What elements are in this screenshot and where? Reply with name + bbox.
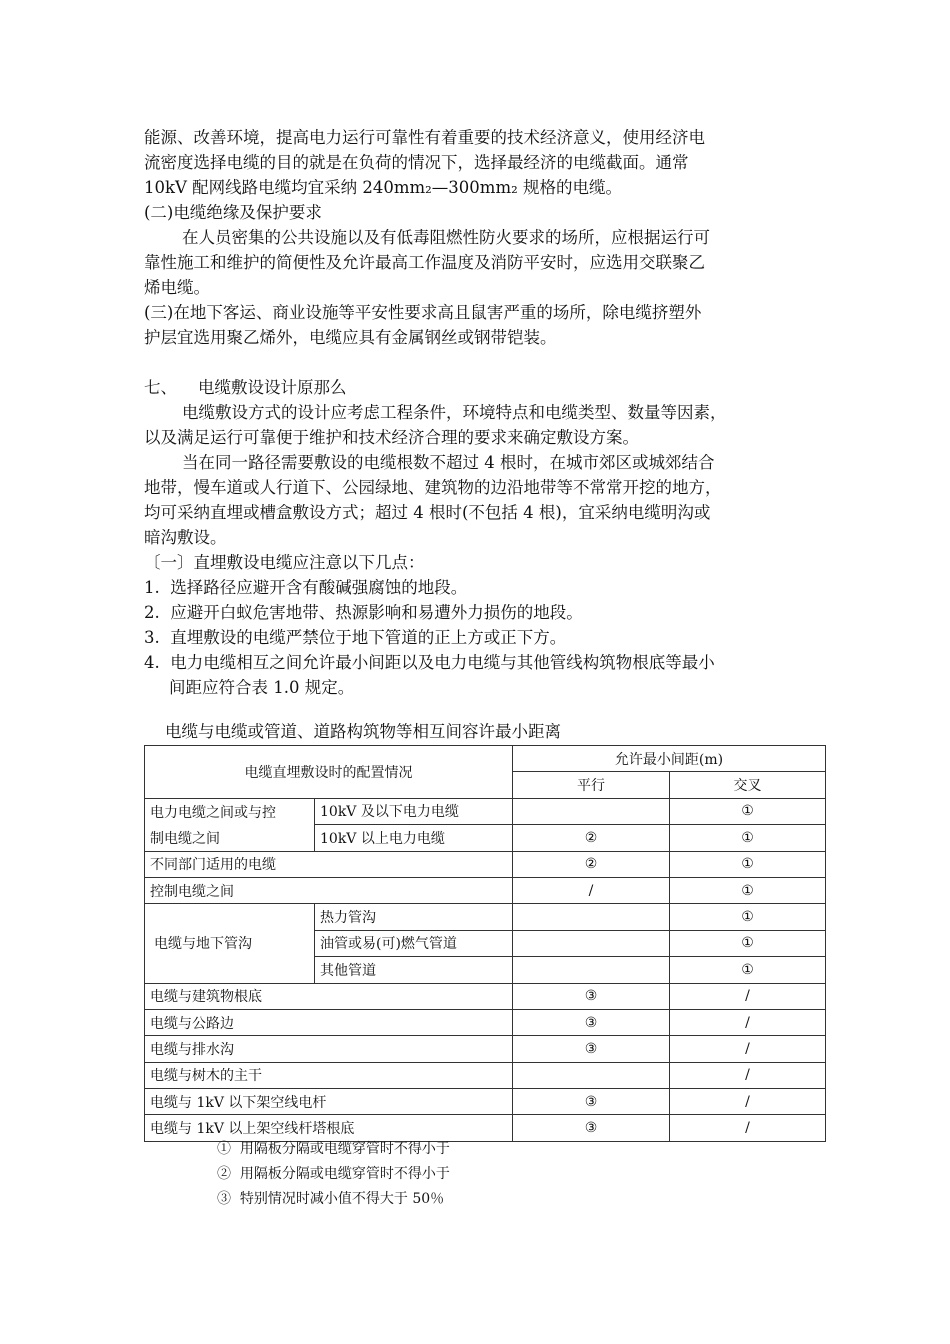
footnote: ② 用隔板分隔或电缆穿管时不得小于 (217, 1166, 450, 1182)
table-row (145, 1036, 826, 1062)
cell-parallel (513, 1062, 670, 1088)
cell-parallel: ③ (513, 983, 670, 1009)
footnote: ③ 特别情况时减小值不得大于 50％ (217, 1191, 445, 1207)
cell-cross: / (670, 1062, 826, 1088)
cell-parallel: ③ (513, 1089, 670, 1115)
table-row (145, 983, 826, 1009)
row-label: 电缆与公路边 (145, 1009, 513, 1035)
cell-parallel: ③ (513, 1009, 670, 1035)
row-label: 电缆与 1kV 以上架空线杆塔根底 (145, 1115, 513, 1141)
cell-parallel: ③ (513, 1115, 670, 1141)
footnote: ① 用隔板分隔或电缆穿管时不得小于 (217, 1141, 450, 1157)
cell-cross: ① (670, 825, 826, 851)
row-sublabel: 其他管道 (315, 957, 513, 983)
header-config: 电缆直埋敷设时的配置情况 (145, 746, 513, 799)
row-label: 电力电缆之间或与控 (145, 798, 315, 824)
row-label: 电缆与排水沟 (145, 1036, 513, 1062)
row-label: 电缆与 1kV 以下架空线电杆 (145, 1089, 513, 1115)
row-label: 电缆与地下管沟 (145, 904, 315, 983)
table-row (145, 851, 826, 877)
cell-parallel (513, 798, 670, 824)
row-label: 不同部门适用的电缆 (145, 851, 513, 877)
paragraph-line: 当在同一路径需要敷设的电缆根数不超过 4 根时，在城市郊区或城郊结合 (182, 453, 715, 472)
paragraph-line: 均可采纳直埋或槽盒敷设方式；超过 4 根时(不包括 4 根)，宜采纳电缆明沟或 (144, 503, 711, 522)
table-caption: 电缆与电缆或管道、道路构筑物等相互间容许最小距离 (165, 722, 561, 741)
cell-parallel: ② (513, 825, 670, 851)
cell-cross: / (670, 983, 826, 1009)
cell-cross: ① (670, 930, 826, 956)
cell-cross: ① (670, 877, 826, 903)
table-row (145, 1089, 826, 1115)
header-cross: 交叉 (670, 772, 826, 798)
row-sublabel: 油管或易(可)燃气管道 (315, 930, 513, 956)
paragraph-line: 护层宜选用聚乙烯外，电缆应具有金属钢丝或钢带铠装。 (144, 328, 557, 347)
cell-parallel: ③ (513, 1036, 670, 1062)
paragraph-line: 流密度选择电缆的目的就是在负荷的情况下，选择最经济的电缆截面。通常 (144, 153, 689, 172)
cell-cross: ① (670, 851, 826, 877)
list-item: 3. 直埋敷设的电缆严禁位于地下管道的正上方或正下方。 (144, 628, 567, 647)
paragraph-line: 靠性施工和维护的简便性及允许最高工作温度及消防平安时，应选用交联聚乙 (144, 253, 705, 272)
table-row (145, 877, 826, 903)
list-item: 4. 电力电缆相互之间允许最小间距以及电力电缆与其他管线构筑物根底等最小 (144, 653, 715, 672)
paragraph-line: 电缆敷设方式的设计应考虑工程条件，环境特点和电缆类型、数量等因素， (182, 403, 727, 422)
paragraph-line: 以及满足运行可靠便于维护和技术经济合理的要求来确定敷设方案。 (144, 428, 639, 447)
paragraph-line: (三)在地下客运、商业设施等平安性要求高且鼠害严重的场所，除电缆挤塑外 (144, 303, 702, 322)
row-label: 制电缆之间 (145, 825, 315, 851)
paragraph-line: 10kV 配网线路电缆均宜采纳 240mm₂—300mm₂ 规格的电缆。 (144, 178, 622, 197)
table-header-row (145, 746, 826, 772)
cell-parallel (513, 904, 670, 930)
cell-cross: ① (670, 957, 826, 983)
cell-cross: ① (670, 904, 826, 930)
cell-cross: / (670, 1036, 826, 1062)
distance-table (144, 745, 826, 1142)
row-label: 电缆与建筑物根底 (145, 983, 513, 1009)
row-sublabel: 热力管沟 (315, 904, 513, 930)
header-parallel: 平行 (513, 772, 670, 798)
table-row (145, 1062, 826, 1088)
chapter-heading: 七、 电缆敷设设计原那么 (144, 378, 347, 397)
row-label: 电缆与树木的主干 (145, 1062, 513, 1088)
paragraph-line: 烯电缆。 (144, 278, 210, 297)
paragraph-line: 能源、改善环境，提高电力运行可靠性有着重要的技术经济意义，使用经济电 (144, 128, 705, 147)
cell-cross: / (670, 1115, 826, 1141)
table-row (145, 904, 826, 930)
cell-cross: ① (670, 798, 826, 824)
row-sublabel: 10kV 及以下电力电缆 (315, 798, 513, 824)
header-min-distance: 允许最小间距(m) (513, 746, 826, 772)
section-heading: (二)电缆绝缘及保护要求 (144, 203, 322, 222)
list-item: 1. 选择路径应避开含有酸碱强腐蚀的地段。 (144, 578, 468, 597)
cell-parallel (513, 930, 670, 956)
cell-parallel (513, 957, 670, 983)
table-row (145, 798, 826, 824)
cell-parallel: / (513, 877, 670, 903)
section-heading: 〔一〕直埋敷设电缆应注意以下几点： (144, 553, 425, 572)
paragraph-line: 在人员密集的公共设施以及有低毒阻燃性防火要求的场所，应根据运行可 (182, 228, 710, 247)
cell-parallel: ② (513, 851, 670, 877)
list-item: 2. 应避开白蚁危害地带、热源影响和易遭外力损伤的地段。 (144, 603, 583, 622)
table-row (145, 1009, 826, 1035)
paragraph-line: 地带，慢车道或人行道下、公园绿地、建筑物的边沿地带等不常常开挖的地方， (144, 478, 722, 497)
list-item-continuation: 间距应符合表 1.0 规定。 (169, 678, 355, 697)
paragraph-line: 暗沟敷设。 (144, 528, 227, 547)
cell-cross: / (670, 1009, 826, 1035)
row-sublabel: 10kV 以上电力电缆 (315, 825, 513, 851)
cell-cross: / (670, 1089, 826, 1115)
table-row (145, 825, 826, 851)
row-label: 控制电缆之间 (145, 877, 513, 903)
